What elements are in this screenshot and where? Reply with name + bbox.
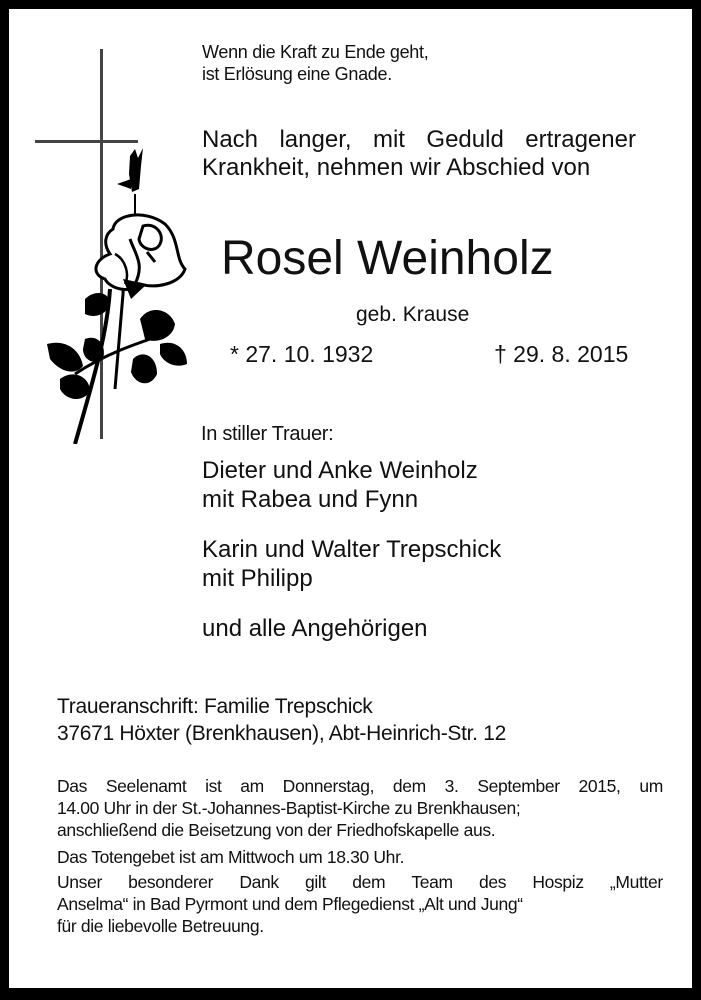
mourner-line: und alle Angehörigen: [202, 615, 428, 642]
word: am: [240, 776, 264, 796]
birth-name: geb. Krause: [356, 303, 470, 326]
word: um: [639, 776, 663, 796]
address-line-2: 37671 Höxter (Brenkhausen), Abt-Heinrich-Str. 12: [57, 722, 507, 745]
thanks-notice: [57, 871, 663, 937]
word: Hospiz: [532, 872, 584, 892]
intro-word: Nach: [202, 126, 259, 153]
thanks-line-2: Anselma“ in Bad Pyrmont und dem Pflegedienst „Alt und Jung“: [57, 894, 523, 914]
word: dem: [352, 872, 386, 892]
mourner-line: Dieter und Anke Weinholz: [202, 457, 478, 484]
mourning-label: In stiller Trauer:: [201, 423, 334, 445]
motto-line-1: Wenn die Kraft zu Ende geht,: [202, 42, 429, 62]
obituary-card: [9, 9, 692, 988]
mourner-line: mit Philipp: [202, 565, 313, 592]
word: des: [478, 872, 507, 892]
intro-word: langer,: [279, 126, 352, 153]
motto: [202, 41, 428, 85]
death-date: † 29. 8. 2015: [494, 341, 629, 367]
rose-icon: [35, 144, 205, 444]
mourner-line: mit Rabea und Fynn: [202, 486, 419, 513]
birth-date: * 27. 10. 1932: [230, 341, 374, 367]
thanks-line-3: für die liebevolle Betreuung.: [57, 916, 264, 936]
word: Donnerstag,: [282, 776, 375, 796]
word: 2015,: [578, 776, 621, 796]
service-line-2: 14.00 Uhr in der St.-Johannes-Baptist-Kirche zu Brenkhausen;: [57, 798, 521, 818]
word: gilt: [305, 872, 326, 892]
word: Seelenamt: [105, 776, 187, 796]
mourning-address: [57, 693, 506, 747]
deceased-name: Rosel Weinholz: [221, 232, 554, 285]
mourner-line: Karin und Walter Trepschick: [202, 536, 502, 563]
service-line-3: anschließend die Beisetzung von der Friedhofskapelle aus.: [57, 820, 496, 840]
word: dem: [392, 776, 426, 796]
word: „Mutter: [609, 872, 663, 892]
word: Das: [57, 776, 88, 796]
word: besonderer: [128, 872, 214, 892]
intro-line-1: [202, 126, 636, 154]
intro-line-2: Krankheit, nehmen wir Abschied von: [202, 154, 591, 181]
thanks-line-1: [57, 871, 663, 893]
motto-line-2: ist Erlösung eine Gnade.: [202, 64, 392, 84]
intro-word: Geduld: [426, 126, 504, 153]
word: September: [477, 776, 560, 796]
mourner-group-3: [202, 614, 428, 643]
intro-text: [202, 126, 636, 182]
word: Unser: [57, 872, 102, 892]
prayer-notice: Das Totengebet ist am Mittwoch um 18.30 Uhr.: [57, 847, 405, 867]
service-line-1: [57, 775, 663, 797]
address-line-1: Traueranschrift: Familie Trepschick: [57, 695, 373, 718]
intro-word: mit: [372, 126, 405, 153]
mourner-group-2: [202, 535, 501, 593]
intro-word: ertragener: [525, 126, 636, 153]
service-notice: [57, 775, 663, 841]
word: Team: [411, 872, 453, 892]
word: 3.: [444, 776, 459, 796]
mourner-group-1: [202, 456, 478, 514]
word: ist: [205, 776, 222, 796]
word: Dank: [239, 872, 279, 892]
cross-icon-horizontal: [35, 140, 138, 143]
